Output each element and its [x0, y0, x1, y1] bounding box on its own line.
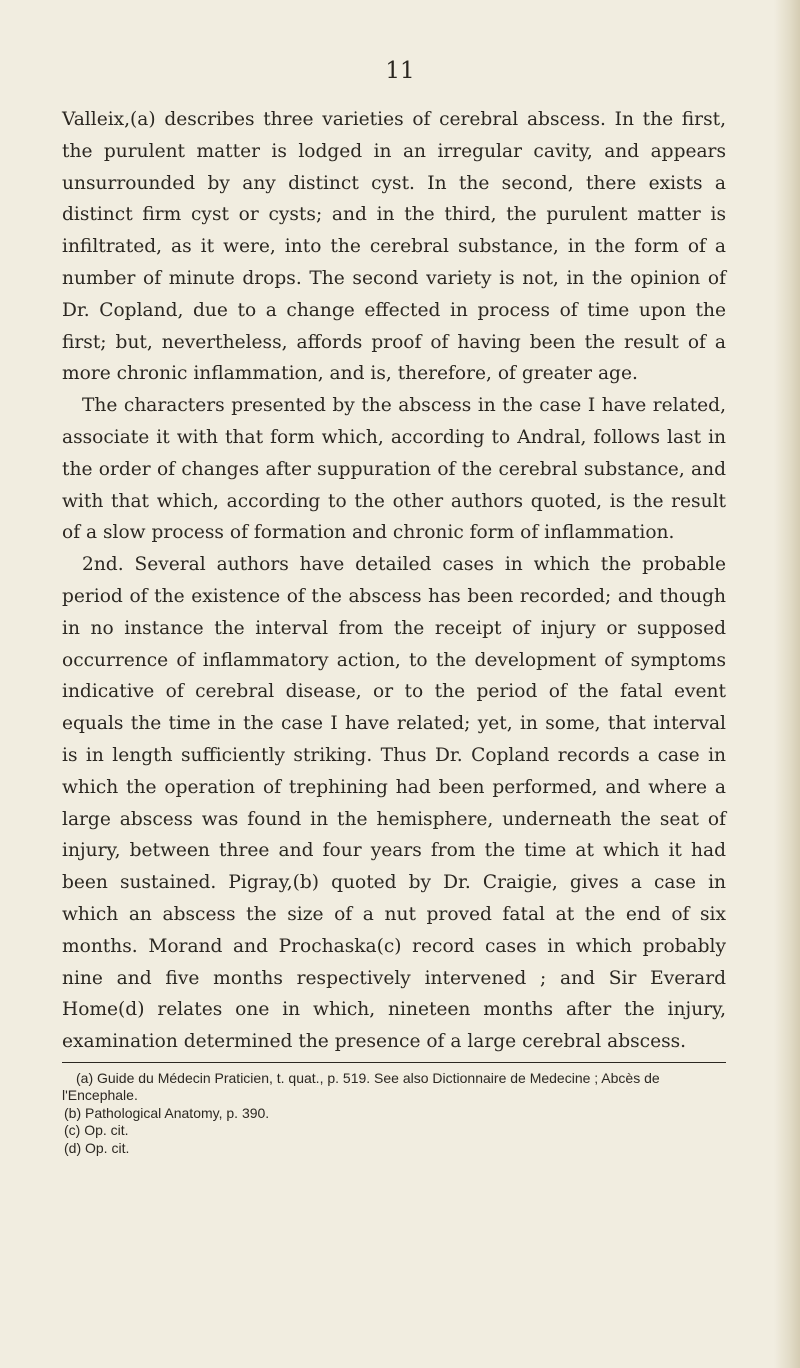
- paragraph-characters-presented: The characters presented by the abscess in the case I have related, associate it with that form which, according to Andral, follows last in the order of changes after suppuration of the cerebral substance, and with that which, according to the other authors quoted, is the result of a slow process of formation and chronic form of inflammation.: [62, 395, 726, 544]
- footnotes: [62, 1070, 726, 1157]
- footnote-divider: [62, 1062, 726, 1063]
- paragraph-second-point: 2nd. Several authors have detailed cases in which the probable period of the existence of the abscess has been recorded; and though in no instance the interval from the receipt of injury or supposed occurrence of inflammatory action, to the development of symptoms indicative of cerebral disease, or to the period of the fatal event equals the time in the case I have related; yet, in some, that interval is in length sufficiently striking. Thus Dr. Copland records a case in which the operation of trephining had been performed, and where a large abscess was found in the hemisphere, underneath the seat of injury, between three and four years from the time at which it had been sustained. Pigray,(b) quoted by Dr. Craigie, gives a case in which an abscess the size of a nut proved fatal at the end of six months. Morand and Prochaska(c) record cases in which probably nine and five months respectively intervened ; and Sir Everard Home(d) relates one in which, nineteen months after the injury, examination determined the presence of a large cerebral abscess.: [62, 554, 726, 1053]
- footnote-d: (d) Op. cit.: [64, 1139, 130, 1156]
- page-edge-shadow: [774, 0, 800, 1368]
- footnote-c: (c) Op. cit.: [64, 1122, 129, 1139]
- footnote-b: (b) Pathological Anatomy, p. 390.: [64, 1104, 270, 1121]
- body-text: [62, 104, 726, 1058]
- footnote-a: (a) Guide du Médecin Praticien, t. quat., p. 519. See also Dictionnaire de Medecine ; Abcès de l'Encephale.: [62, 1070, 660, 1104]
- page-number: 11: [385, 58, 415, 84]
- paragraph-valleix-varieties: Valleix,(a) describes three varieties of cerebral abscess. In the first, the purulent matter is lodged in an irregular cavity, and appears unsurrounded by any distinct cyst. In the second, there exists a distinct firm cyst or cysts; and in the third, the purulent matter is infiltrated, as it were, into the cerebral substance, in the form of a number of minute drops. The second variety is not, in the opinion of Dr. Copland, due to a change effected in process of time upon the first; but, nevertheless, affords proof of having been the result of a more chronic inflammation, and is, therefore, of greater age.: [62, 109, 726, 385]
